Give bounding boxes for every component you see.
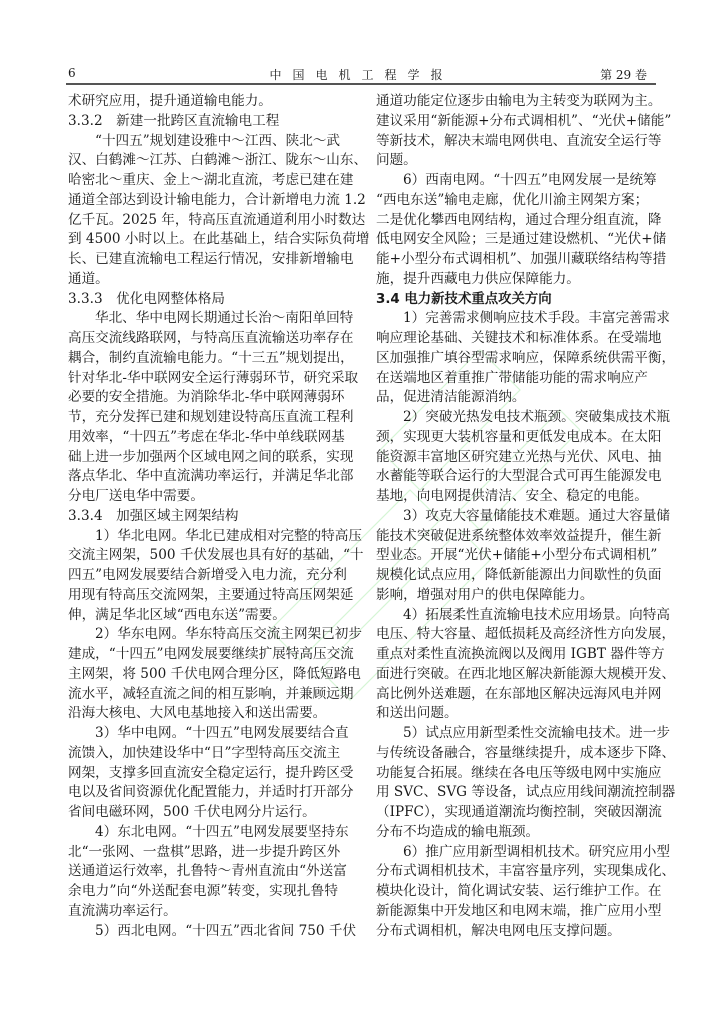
text-line: 面进行突破。在西北地区解决新能源大规模开发、: [376, 665, 676, 682]
paragraph: [376, 92, 672, 171]
text-line: 4）东北电网。“十四五”电网发展要坚持东: [95, 823, 349, 840]
text-line: 二是优化攀西电网结构，通过合理分组直流，降: [376, 211, 662, 228]
text-line: 网架，支撑多回直流安全稳定运行，提升跨区受: [68, 764, 354, 781]
text-line: 术研究应用，提升通道输电能力。: [68, 93, 272, 109]
paragraph: [68, 309, 359, 507]
text-line: “十四五”规划建设雅中～江西、陕北～武: [95, 132, 340, 149]
paragraph: [376, 171, 667, 290]
text-line: 3.4 电力新技术重点攻关方向: [376, 291, 552, 307]
volume-label: 第 29 卷: [600, 68, 647, 82]
text-line: 颈，实现更大装机容量和更低发电成本。在太阳: [376, 428, 662, 445]
paragraph: [68, 724, 354, 823]
text-line: 四五”电网发展要结合新增受入电力流，充分利: [68, 567, 347, 583]
text-line: 节，充分发挥已建和规划建设特高压直流工程利: [68, 409, 354, 425]
text-line: 高比例外送难题，在东部地区解决远海风电并网: [376, 685, 662, 702]
text-line: 省间电磁环网，500 千伏电网分片运行。: [68, 804, 316, 820]
text-line: 响应理论基础、关键技术和标准体系。在受端地: [376, 330, 662, 346]
paragraph: [376, 408, 670, 507]
paragraph: [68, 823, 349, 922]
text-line: 在送端地区着重推广带储能功能的需求响应产: [376, 369, 648, 386]
text-line: 送通道运行效率，扎鲁特～青州直流由“外送富: [68, 863, 347, 880]
text-line: 功能复合拓展。继续在各电压等级电网中实施应: [376, 764, 662, 781]
text-line: 新能源集中开发地区和电网末端，推广应用小型: [376, 902, 662, 919]
text-line: 汉、白鹤滩～江苏、白鹤滩～浙江、陇东～山东、: [68, 152, 368, 169]
text-line: 3.3.3 优化电网整体格局: [68, 290, 225, 307]
text-line: 用 SVC、SVG 等设备，试点应用线间潮流控制器: [376, 784, 676, 801]
text-line: 3）华中电网。“十四五”电网发展要结合直: [95, 725, 349, 741]
text-line: 通道功能定位逐步由输电为主转变为联网为主。: [376, 93, 662, 109]
text-line: 模块化设计，简化调试安装、运行维护工作。在: [376, 883, 662, 899]
text-line: 建议采用“新能源+分布式调相机”、“光伏+储能”: [376, 112, 672, 129]
text-line: 分电厂送电华中需要。: [68, 488, 204, 504]
text-line: 区加强推广填谷型需求响应，保障系统供需平衡，: [376, 349, 676, 366]
text-line: 流水平，减轻直流之间的相互影响，并兼顾远期: [68, 685, 354, 702]
text-line: 施，提升西藏电力供应保障能力。: [376, 270, 580, 287]
text-line: 余电力”向“外送配套电源”转变，实现扎鲁特: [68, 883, 338, 899]
text-line: 影响，增强对用户的供电保障能力。: [376, 586, 594, 603]
text-line: 针对华北-华中联网安全运行薄弱环节，研究采取: [68, 369, 359, 386]
paragraph: [376, 843, 676, 942]
text-line: 伸，满足华北区域“西电东送”需要。: [68, 606, 286, 623]
paragraph: [68, 527, 364, 626]
text-line: 水蓄能等联合运行的大型混合式可再生能源发电: [376, 468, 662, 485]
paragraph: [68, 625, 362, 724]
text-line: 3）攻克大容量储能技术难题。通过大容量储: [403, 507, 670, 524]
text-line: 能+小型分布式调相机”、加强川藏联络结构等措: [376, 251, 667, 267]
paragraph: [376, 606, 676, 725]
text-line: 能技术突破促进系统整体效率效益提升，催生新: [376, 527, 662, 544]
text-line: 亿千瓦。2025 年，特高压直流通道利用小时数达: [68, 211, 366, 228]
text-line: 分布式调相机技术，丰富容量序列，实现集成化、: [376, 863, 676, 880]
text-line: 与传统设备融合，容量继续提升，成本逐步下降、: [376, 744, 676, 761]
text-line: 规模化试点应用，降低新能源出力间歇性的负面: [376, 567, 662, 583]
text-line: 低电网安全风险；三是通过建设燃机、“光伏+储: [376, 231, 667, 248]
right-column: [376, 92, 676, 941]
text-line: 5）西北电网。“十四五”西北省间 750 千伏: [95, 922, 357, 939]
text-line: “西电东送”输电走廊，优化川渝主网架方案；: [376, 191, 649, 208]
text-line: 耦合，制约直流输电能力。“十三五”规划提出，: [68, 349, 354, 366]
text-line: 1）完善需求侧响应技术手段。丰富完善需求: [403, 310, 670, 327]
text-line: 等新技术，解决末端电网供电、直流安全运行等: [376, 132, 662, 149]
text-line: 2）突破光热发电技术瓶颈。突破集成技术瓶: [403, 409, 670, 425]
text-line: 电压、特大容量、超低损耗及高经济性方向发展，: [376, 626, 676, 643]
text-line: 分布不均造成的输电瓶颈。: [376, 823, 540, 840]
text-line: 交流主网架，500 千伏发展也具有好的基础，“十: [68, 547, 364, 564]
text-line: 基地，向电网提供清洁、安全、稳定的电能。: [376, 488, 648, 504]
running-header: [68, 66, 655, 84]
text-line: 重点对柔性直流换流阀以及阀用 IGBT 器件等方: [376, 646, 665, 662]
text-line: 必要的安全措施。为消除华北-华中联网薄弱环: [68, 389, 345, 406]
header-rule: [66, 83, 656, 85]
text-line: 品，促进清洁能源消纳。: [376, 389, 526, 406]
text-line: 5）试点应用新型柔性交流输电技术。进一步: [403, 725, 670, 741]
text-line: 沿海大核电、大风电基地接入和送出需要。: [68, 705, 327, 722]
page-number: 6: [68, 66, 76, 80]
text-line: 流馈入，加快建设华中“日”字型特高压交流主: [68, 744, 341, 761]
text-line: 到 4500 小时以上。在此基础上，结合实际负荷增: [68, 231, 370, 248]
text-line: 建成，“十四五”电网发展要继续扩展特高压交流: [68, 646, 354, 662]
text-line: （IPFC），实现通道潮流均衡控制，突破因潮流: [376, 804, 662, 820]
text-line: 长、已建直流输电工程运行情况，安排新增输电: [68, 251, 354, 267]
text-line: 型业态。开展“光伏+储能+小型分布式调相机”: [376, 547, 658, 564]
text-line: 落点华北、华中直流满功率运行，并满足华北部: [68, 468, 354, 485]
text-line: 电以及省间资源优化配置能力，并适时打开部分: [68, 784, 354, 801]
text-line: 直流满功率运行。: [68, 902, 177, 919]
paragraph: [68, 922, 357, 942]
text-line: 3.3.4 加强区域主网架结构: [68, 507, 239, 524]
text-line: 北“一张网、一盘棋”思路，进一步提升跨区外: [68, 843, 341, 860]
section-heading: [68, 290, 338, 310]
section-heading: [68, 507, 338, 527]
text-line: 1）华北电网。华北已建成相对完整的特高压: [95, 527, 362, 544]
text-line: 3.3.2 新建一批跨区直流输电工程: [68, 112, 280, 129]
text-line: 6）西南电网。“十四五”电网发展一是统筹: [403, 172, 657, 188]
text-line: 通道。: [68, 270, 109, 287]
text-line: 分布式调相机，解决电网电压支撑问题。: [376, 922, 621, 939]
paragraph: [68, 132, 370, 290]
text-line: 哈密北～重庆、金上～湖北直流，考虑已建在建: [68, 172, 354, 188]
text-line: 主网架，将 500 千伏电网合理分区，降低短路电: [68, 665, 361, 682]
text-line: 和送出问题。: [376, 705, 458, 722]
text-line: 用效率，“十四五”考虑在华北-华中单线联网基: [68, 428, 345, 445]
section-heading: [68, 112, 338, 132]
text-line: 用现有特高压交流网架，主要通过特高压网架延: [68, 586, 354, 603]
journal-title: 中国电机工程学报: [269, 68, 454, 82]
text-line: 2）华东电网。华东特高压交流主网架已初步: [95, 626, 362, 643]
paragraph: [376, 507, 670, 606]
text-line: 通道全部达到设计输电能力，合计新增电力流 1.2: [68, 191, 366, 208]
paragraph: [376, 724, 676, 843]
text-line: 能资源丰富地区研究建立光热与光伏、风电、抽: [376, 448, 662, 465]
section-heading: [376, 290, 644, 310]
text-line: 6）推广应用新型调相机技术。研究应用小型: [403, 843, 670, 860]
text-line: 高压交流线路联网，与特高压直流输送功率存在: [68, 330, 354, 346]
text-line: 华北、华中电网长期通过长治～南阳单回特: [95, 310, 354, 327]
left-column: [68, 92, 370, 941]
paragraph: [68, 92, 338, 112]
text-line: 4）拓展柔性直流输电技术应用场景。向特高: [403, 606, 670, 623]
text-line: 础上进一步加强两个区域电网之间的联系，实现: [68, 448, 354, 465]
text-line: 问题。: [376, 152, 417, 169]
paragraph: [376, 309, 676, 408]
